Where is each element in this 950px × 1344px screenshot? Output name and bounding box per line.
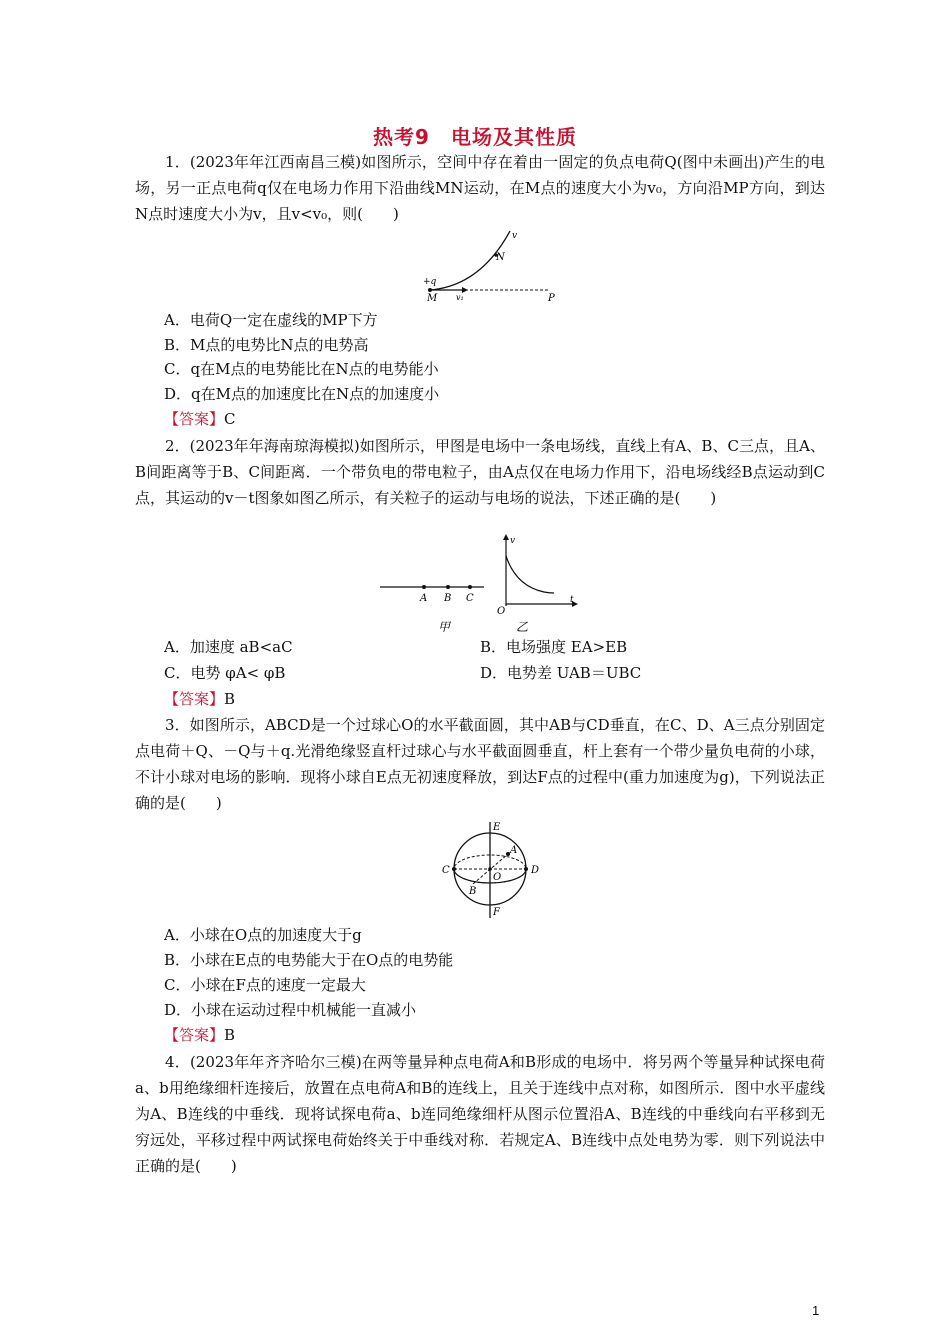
q1-label-m: M <box>427 293 438 304</box>
q3-point-d <box>524 867 528 871</box>
q1-answer-value: C <box>224 410 236 428</box>
q3-option-d: D．小球在运动过程中机械能一直减小 <box>164 1001 417 1019</box>
q3-answer <box>164 1024 235 1046</box>
q2-caption-yi: 乙 <box>516 620 529 634</box>
q1-figure <box>420 226 570 304</box>
q1-point-m <box>428 288 432 292</box>
page-number: 1 <box>812 1303 820 1318</box>
question-2-stem: 2．(2023年年海南琼海模拟)如图所示，甲图是电场中一条电场线，直线上有A、B、C三点，且A、B间距离等于B、C间距离．一个带负电的带电粒子，由A点仅在电场力作用下，沿电场线经B点运动到C点，其运动的v－t图象如图乙所示，有关粒子的运动与电场的说法，下述正确的是( ) <box>135 437 825 507</box>
q3-option-a: A．小球在O点的加速度大于g <box>164 926 362 944</box>
q2-caption-jia: 甲 <box>438 620 451 634</box>
q1-option-c: C．q在M点的电势能比在N点的电势能小 <box>164 360 439 378</box>
q2-answer-value: B <box>224 690 236 708</box>
q3-answer-value: B <box>224 1026 236 1044</box>
q2-label-v: v <box>510 536 516 546</box>
q2-label-c: C <box>466 593 474 604</box>
q3-sphere-figure <box>438 814 548 920</box>
q2-answer <box>164 688 235 710</box>
q3-point-c <box>452 867 456 871</box>
q1-label-q: +q <box>423 277 437 287</box>
q1-label-p: P <box>548 293 555 304</box>
q2-answer-label: 【答案】 <box>164 690 225 708</box>
q2-option-a: A．加速度 aB<aC <box>164 638 293 656</box>
q1-label-n: N <box>496 252 505 263</box>
q3-label-b: B <box>469 886 477 897</box>
q2-point-c <box>468 585 472 589</box>
q1-label-v: v <box>512 231 518 241</box>
page-title: 热考9 电场及其性质 <box>373 125 577 149</box>
q3-label-e: E <box>493 822 501 833</box>
q3-option-b: B．小球在E点的电势能大于在O点的电势能 <box>164 951 454 969</box>
q3-option-c: C．小球在F点的速度一定最大 <box>164 976 366 994</box>
q2-option-d: D．电势差 UAB＝UBC <box>480 664 642 682</box>
q2-point-a <box>422 585 426 589</box>
q2-figure-yi <box>494 534 584 634</box>
question-4-stem: 4．(2023年年齐齐哈尔三模)在两等量异种点电荷A和B形成的电场中．将另两个等量异种试探电荷a、b用绝缘细杆连接后，放置在点电荷A和B的连线上，且关于连线中点对称，如图所示．图中水平虚线为A、B连线的中垂线．现将试探电荷a、b连同绝缘细杆从图示位置沿A、B连线的中垂线向右平移到无穷远处，平移过程中两试探电荷始终关于中垂线对称．若规定A、B连线中点处电势为零．则下列说法中正确的是( ) <box>135 1053 825 1175</box>
question-1-stem: 1．(2023年年江西南昌三模)如图所示，空间中存在着由一固定的负点电荷Q(图中未画出)产生的电场，另一正点电荷q仅在电场力作用下沿曲线MN运动，在M点的速度大小为v₀，方向沿MP方向，到达N点时速度大小为v，且v<v₀，则( ) <box>135 153 825 223</box>
q2-vt-curve <box>506 556 554 593</box>
q2-label-b: B <box>444 593 452 604</box>
q2-label-a: A <box>420 593 428 604</box>
q1-answer-label: 【答案】 <box>164 410 225 428</box>
q2-point-b <box>446 585 450 589</box>
q2-v-arrowhead <box>503 534 509 540</box>
q3-label-d: D <box>531 865 540 876</box>
q2-figure-jia <box>378 578 488 634</box>
q2-option-b: B．电场强度 EA>EB <box>480 638 628 656</box>
question-3-stem: 3．如图所示，ABCD是一个过球心O的水平截面圆，其中AB与CD垂直，在C、D、A三点分别固定点电荷＋Q、－Q与＋q.光滑绝缘竖直杆过球心与水平截面圆垂直，杆上套有一个带少量负电荷的小球，不计小球对电场的影响．现将小球自E点无初速度释放，到达F点的过程中(重力加速度为g)，下列说法正确的是( ) <box>135 716 825 812</box>
q3-label-o: O <box>493 872 502 883</box>
q2-option-c: C．电势 φA< φB <box>164 664 286 682</box>
q1-answer <box>164 408 236 430</box>
q1-option-b: B．M点的电势比N点的电势高 <box>164 336 369 354</box>
q1-option-d: D．q在M点的加速度比在N点的加速度小 <box>164 385 440 403</box>
q3-answer-label: 【答案】 <box>164 1026 225 1044</box>
q2-label-o: O <box>497 606 506 617</box>
q3-label-c: C <box>442 865 450 876</box>
q1-label-v0: v₁ <box>456 293 464 302</box>
q3-point-o <box>488 867 492 871</box>
q1-option-a: A．电荷Q一定在虚线的MP下方 <box>164 311 378 329</box>
q2-label-t: t <box>570 595 574 605</box>
q3-label-f: F <box>493 907 500 918</box>
q3-label-a: A <box>510 845 518 856</box>
